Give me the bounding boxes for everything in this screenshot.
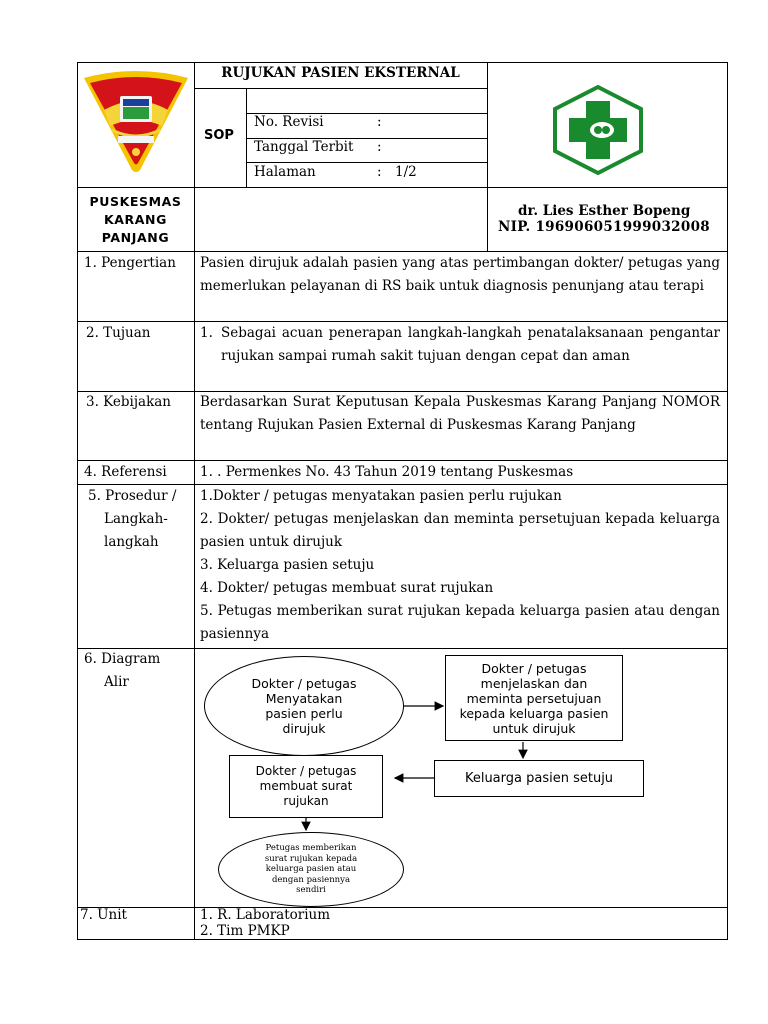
org-line: KARANG [104, 212, 167, 227]
label-line: Langkah- [104, 511, 168, 527]
kebijakan-text: Berdasarkan Surat Keputusan Kepala Puskesmas Karang Panjang NOMOR tentang Rujukan Pasien External di Puskesmas Karang Panjang [200, 394, 720, 433]
node-label: Dokter / petugas menjelaskan dan meminta persetujuan kepada keluarga pasien untuk dirujuk [459, 660, 609, 736]
sop-title: RUJUKAN PASIEN EKSTERNAL [221, 65, 460, 81]
tujuan-text: Sebagai acuan penerapan langkah-langkah penatalaksanaan pengantar rujukan sampai rumah sakit tujuan dengan cepat dan aman [221, 325, 720, 364]
field-sep: : [377, 139, 382, 155]
step-item: 2. Dokter/ petugas menjelaskan dan meminta persetujuan kepada keluarga pasien untuk dirujuk [200, 511, 720, 550]
tujuan-num: 1. [200, 325, 213, 341]
signer-name: dr. Lies Esther Bopeng [518, 203, 691, 219]
field-label: No. Revisi [254, 114, 324, 130]
org-line: PUSKESMAS [89, 194, 182, 209]
pengertian-text: Pasien dirujuk adalah pasien yang atas pertimbangan dokter/ petugas yang memerlukan pelayanan di RS baik untuk diagnosis penunjang atau terapi [200, 255, 720, 294]
field-value: 1/2 [395, 164, 417, 180]
unit-item: 1. R. Laboratorium [200, 907, 331, 923]
step-item: 4. Dokter/ petugas membuat surat rujukan [200, 580, 494, 596]
sop-label: SOP [204, 128, 234, 143]
label-kebijakan: 3. Kebijakan [86, 394, 172, 410]
field-label: Tanggal Terbit [254, 139, 354, 155]
node-label: Dokter / petugas membuat surat rujukan [255, 764, 357, 808]
step-item: 3. Keluarga pasien setuju [200, 557, 375, 573]
label-line: 5. Prosedur / [88, 488, 177, 504]
label-referensi: 4. Referensi [84, 464, 167, 480]
label-line: Alir [104, 674, 129, 690]
field-sep: : [377, 114, 382, 130]
unit-item: 2. Tim PMKP [200, 923, 290, 939]
field-label: Halaman [254, 164, 316, 180]
node-label: Keluarga pasien setuju [464, 771, 614, 786]
unit-list [200, 907, 330, 939]
field-sep: : [377, 164, 382, 180]
label-pengertian: 1. Pengertian [84, 255, 176, 271]
label-line: 6. Diagram [84, 651, 161, 667]
node-label: Dokter / petugas Menyatakan pasien perlu dirujuk [251, 676, 357, 736]
signer-nip: NIP. 196906051999032008 [498, 219, 710, 235]
referensi-text: 1. . Permenkes No. 43 Tahun 2019 tentang Puskesmas [200, 464, 574, 480]
step-item: 1.Dokter / petugas menyatakan pasien perlu rujukan [200, 488, 562, 504]
node-label: Petugas memberikan surat rujukan kepada keluarga pasien atau dengan pasiennya sendiri [264, 843, 358, 896]
label-line: langkah [104, 534, 159, 550]
step-item: 5. Petugas memberikan surat rujukan kepada keluarga pasien atau dengan pasiennya [200, 603, 720, 642]
label-tujuan: 2. Tujuan [86, 325, 151, 341]
label-unit: 7. Unit [80, 907, 127, 923]
org-line: PANJANG [101, 230, 170, 245]
